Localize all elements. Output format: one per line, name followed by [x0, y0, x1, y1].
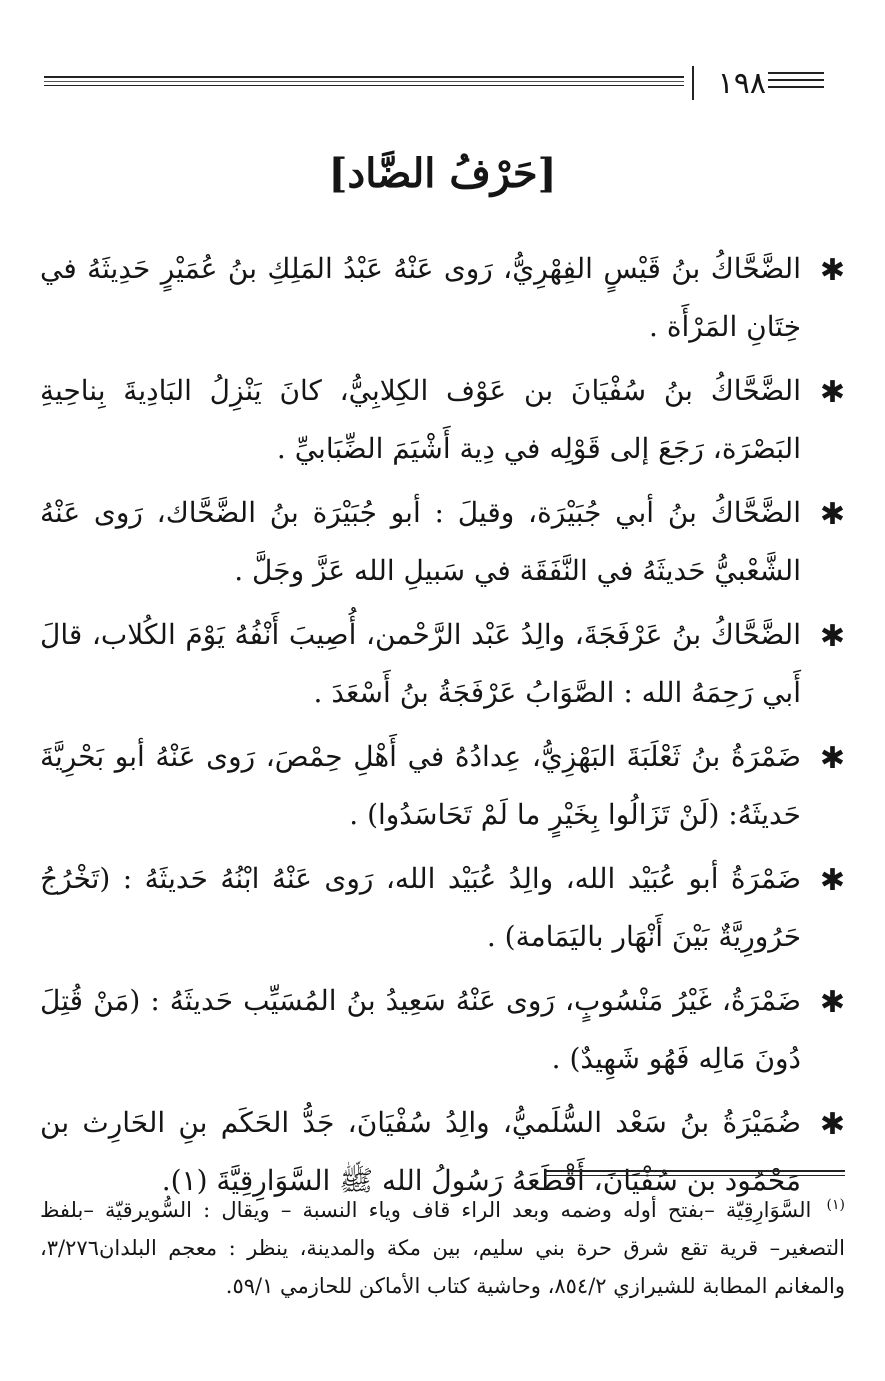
chapter-title: [حَرْفُ الضَّاد]: [328, 150, 557, 197]
entry-item: [40, 606, 845, 722]
footnote-separator: [545, 1170, 845, 1176]
asterisk-icon: ✱: [819, 741, 845, 776]
page-number: ١٩٨: [717, 66, 766, 101]
footnote: [40, 1186, 845, 1305]
asterisk-icon: ✱: [819, 985, 845, 1020]
footnote-text: السَّوَارِقِيّة –بفتح أوله وضمه وبعد الراء قاف وياء النسبة – ويقال : السُّويرقيّة –بلفظ التصغير– قرية تقع شرق حرة بني سليم، بين مكة والمدينة، ينظر : معجم البلدان٣/٢٧٦، والمغانم المطابة للشيرازي ٨٥٤/٢، وحاشية كتاب الأماكن للحازمي ٥٩/١.: [40, 1198, 845, 1298]
entry-list: [40, 240, 845, 1216]
entry-item: [40, 484, 845, 600]
entry-item: [40, 728, 845, 844]
header-divider: [692, 66, 694, 100]
asterisk-icon: ✱: [819, 253, 845, 288]
asterisk-icon: ✱: [819, 375, 845, 410]
entry-item: [40, 972, 845, 1088]
asterisk-icon: ✱: [819, 497, 845, 532]
entry-text: ضَمْرَةُ أبو عُبَيْد الله، والِدُ عُبَيْد الله، رَوى عَنْهُ ابْنُهُ حَديثَهُ : (تَخْرُجُ حَرُورِيَّةٌ بَيْنَ أَنْهَار باليَمَامة) .: [40, 862, 801, 953]
entry-text: الضَّحَّاكُ بنُ عَرْفَجَةَ، والِدُ عَبْد الرَّحْمن، أُصِيبَ أَنْفُهُ يَوْمَ الكُلاب، قالَ أَبي رَحِمَهُ الله : الصَّوَابُ عَرْفَجَةُ بنُ أَسْعَدَ .: [40, 618, 801, 709]
entry-text: ضُمَيْرَةُ بنُ سَعْد السُّلَميُّ، والِدُ سُفْيَانَ، جَدُّ الحَكَم بنِ الحَارِث بن مَحْمُود بن سُفْيَانَ، أَقْطَعَهُ رَسُولُ الله ﷺ السَّوَارِقِيَّةَ (١).: [40, 1106, 801, 1197]
header-rule: [44, 76, 684, 86]
entry-item: [40, 362, 845, 478]
header-ornament: [768, 72, 824, 88]
asterisk-icon: ✱: [819, 619, 845, 654]
entry-text: الضَّحَّاكُ بنُ أبي جُبَيْرَة، وقيلَ : أبو جُبَيْرَة بنُ الضَّحَّاك، رَوى عَنْهُ الشَّعْبيُّ حَديثَهُ في النَّفَقَة في سَبيلِ الله عَزَّ وجَلَّ .: [40, 496, 801, 587]
entry-text: الضَّحَّاكُ بنُ قَيْسٍ الفِهْرِيُّ، رَوى عَنْهُ عَبْدُ المَلِكِ بنُ عُمَيْرٍ حَدِيثَهُ في خِتَانِ المَرْأَة .: [40, 252, 801, 343]
entry-item: [40, 240, 845, 356]
entry-text: ضَمْرَةُ بنُ ثَعْلَبَةَ البَهْزِيُّ، عِدادُهُ في أَهْلِ حِمْصَ، رَوى عَنْهُ أبو بَحْرِيَّةَ حَديثَهُ: (لَنْ تَزَالُوا بِخَيْرٍ ما لَمْ تَحَاسَدُوا) .: [40, 740, 801, 831]
footnote-marker: (١): [826, 1197, 845, 1213]
running-header: [44, 62, 824, 106]
asterisk-icon: ✱: [819, 863, 845, 898]
entry-text: ضَمْرَةُ، غَيْرُ مَنْسُوبٍ، رَوى عَنْهُ سَعِيدُ بنُ المُسَيِّب حَديثَهُ : (مَنْ قُتِلَ دُونَ مَالِه فَهُو شَهِيدٌ) .: [40, 984, 801, 1075]
entry-text: الضَّحَّاكُ بنُ سُفْيَانَ بن عَوْف الكِلابِيُّ، كانَ يَنْزِلُ البَادِيةَ بِناحِيةِ البَصْرَة، رَجَعَ إلى قَوْلِه في دِية أَشْيَمَ الضِّبَابيِّ .: [40, 374, 801, 465]
entry-item: [40, 850, 845, 966]
asterisk-icon: ✱: [819, 1107, 845, 1142]
